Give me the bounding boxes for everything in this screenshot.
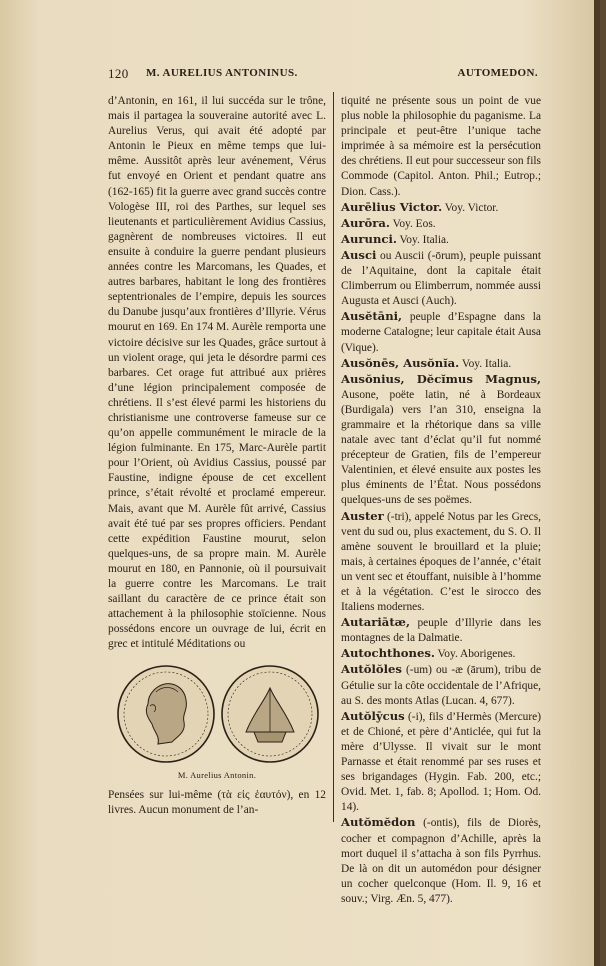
dictionary-entry xyxy=(341,662,541,708)
entry-headword: Autŏmĕdon xyxy=(341,815,416,830)
entry-headword: Ausĕtāni, xyxy=(341,309,403,324)
column-divider xyxy=(333,92,334,822)
entry-headword: Autŏlŏles xyxy=(341,662,402,677)
dictionary-entry xyxy=(341,216,541,232)
left-running-title: M. AURELIUS ANTONINUS. xyxy=(146,67,298,79)
dictionary-entry xyxy=(341,232,541,248)
entry-text: Ausone, poëte latin, né à Bordeaux (Burdigala) vers l’an 310, enseigna la grammaire et la rhétorique dans sa ville natale avec tant d’éclat qu’il fut nommé précepteur de Gratien, fils de l’empereur Valentinien, et élevé ensuite aux postes les plus éminents de l’État. Nous possédons quelques-uns de ses poëmes. xyxy=(341,388,541,507)
dictionary-entry xyxy=(341,356,541,372)
entry-text: ou Auscii (-ōrum), peuple puissant de l’Aquitaine, dont la capitale était Climberrum ou Elimberrum, nommée aussi Augusta et Ausci (Auch). xyxy=(341,249,541,308)
entry-headword: Ausci xyxy=(341,247,377,262)
entry-text: (-tri), appelé Notus par les Grecs, vent du sud ou, plus exactement, du S. O. Il amène souvent le brouillard et la pluie; mais, à certaines époques de l’année, c’était un vent sec et étouffant, nuisible à l’homme et à la végétation. C’est le sirocco des Italiens modernes. xyxy=(341,510,541,614)
page-number: 120 xyxy=(108,66,129,81)
entry-text: Voy. Aborigenes. xyxy=(434,648,516,661)
coin-illustration xyxy=(114,662,324,766)
entry-text: Voy. Italia. xyxy=(396,233,449,246)
entry-text: (-um) ou -æ (ārum), tribu de Gétulie sur la côte occidentale de l’Afrique, au S. des monts Atlas (Lucan. 4, 677). xyxy=(341,664,541,707)
text-paragraph: tiquité ne présente sous un point de vue plus noble la philosophie du paganisme. La principale et peut-être l’unique tache imprimée à sa mémoire est la persécution des chrétiens. Il eut pour successeur son fils Commode (Capitol. Anton. Phil.; Eutrop.; Dion. Cass.). xyxy=(341,95,541,198)
dictionary-entry xyxy=(341,200,541,216)
entry-headword: Aurēlius Victor. xyxy=(341,199,443,214)
coin-figure xyxy=(114,662,324,766)
dictionary-entry xyxy=(341,248,541,309)
entry-text: (-ontis), fils de Diorès, cocher et compagnon d’Achille, après la mort duquel il s’attacha à son fils Pyrrhus. De là on dit un automédon pour désigner un cocher quelconque (Hom. Il. 9, 16 et souv.; Virg. Æn. 5, 477). xyxy=(341,817,541,905)
entry-text: peuple d’Illyrie dans les montagnes de la Dalmatie. xyxy=(341,617,541,645)
entry-text: Voy. Italia. xyxy=(459,357,512,370)
entry-headword: Auster xyxy=(341,508,384,523)
entry-headword: Aurōra. xyxy=(341,215,390,230)
dictionary-entry xyxy=(341,309,541,355)
entry-headword: Ausŏnēs, Ausŏnĭa. xyxy=(341,355,460,370)
right-running-title: AUTOMEDON. xyxy=(457,67,538,79)
text-paragraph: Pensées sur lui-même (τὰ εἰς ἑαυτόν), en 12 livres. Aucun monument de l’an- xyxy=(108,788,326,816)
right-column xyxy=(341,94,541,907)
entry-headword: Autariātæ, xyxy=(341,615,411,630)
entry-text: peuple d’Espagne dans la moderne Catalogne; leur capitale était Ausa (Vique). xyxy=(341,311,541,354)
entry-headword: Autochthones. xyxy=(341,646,435,661)
entry-headword: Ausŏnius, Dĕcĭmus Magnus, xyxy=(341,371,541,386)
left-column xyxy=(108,94,326,818)
dictionary-entry xyxy=(341,815,541,907)
dictionary-entry xyxy=(341,509,541,616)
entry-text: (-i), fils d’Hermès (Mercure) et de Chioné, et père d’Anticlée, qui fut la mère d’Ulysse. Il vivait sur le mont Parnasse et était renommé par ses ruses et ses brigandages (Hygin. Fab. 200, etc.; Ovid. Met. 1, fab. 8; Apollod. 1; Hom. Od. 14). xyxy=(341,710,541,814)
running-header xyxy=(108,66,538,84)
dictionary-entry xyxy=(341,615,541,646)
dictionary-entry xyxy=(341,709,541,816)
entry-text: Voy. Victor. xyxy=(442,201,499,214)
text-paragraph: d’Antonin, en 161, il lui succéda sur le trône, mais il partagea la souveraine autorité avec L. Aurelius Verus, qui avait été adopté par Antonin le Pieux en même temps que lui-même. Aussitôt après leur avénement, Vérus fut envoyé en Orient et pendant quatre ans (162-165) fit la guerre avec grand succès contre Vologèse III, roi des Parthes, sur lequel ses lieutenants et particulièrement Avidius Cassius, gagnèrent de nombreuses victoires. Il eut ensuite à conduire la guerre pendant plusieurs années contre les Marcomans, les Quades, et autres barbares, habitant le long des frontières septentrionales de l’empire, depuis les sources du Danube jusqu’aux frontières d’Illyrie. Vérus mourut en 169. En 174 M. Aurèle remporta une victoire décisive sur les Quades, grâce surtout à un violent orage, qui jeta le désordre parmi ces barbares. Cet orage fut attribué aux prières d’une légion principalement composée de chrétiens. Il s’est élevé parmi les historiens du christianisme une controverse fameuse sur ce qu’on appelle communément le miracle de la légion fulminante. En 175, Marc-Aurèle partit pour l’Orient, où Avidius Cassius, poussé par Faustine, indigne épouse de cet excellent prince, s’était révolté et proclamé empereur. Mais, avant que M. Aurèle fût arrivé, Cassius avait été tué par ses propres officiers. Pendant cette expédition Faustine mourut, selon quelques-uns, de sa propre main. M. Aurèle mourut en 180, en Pannonie, où il poursuivait la guerre contre les Marcomans. Le trait saillant du caractère de ce prince était son attachement à la philosophie stoïcienne. Nous possédons encore un ouvrage de lui, écrit en grec et intitulé Méditations ou xyxy=(108,95,326,651)
page-edge xyxy=(594,0,600,966)
dictionary-entry xyxy=(341,372,541,509)
entry-headword: Autŏlȳcus xyxy=(341,708,405,723)
figure-caption: M. Aurelius Antonin. xyxy=(177,770,257,781)
entry-text: Voy. Eos. xyxy=(389,217,436,230)
dictionary-entry xyxy=(341,646,541,662)
entry-headword: Aurunci. xyxy=(341,231,397,246)
